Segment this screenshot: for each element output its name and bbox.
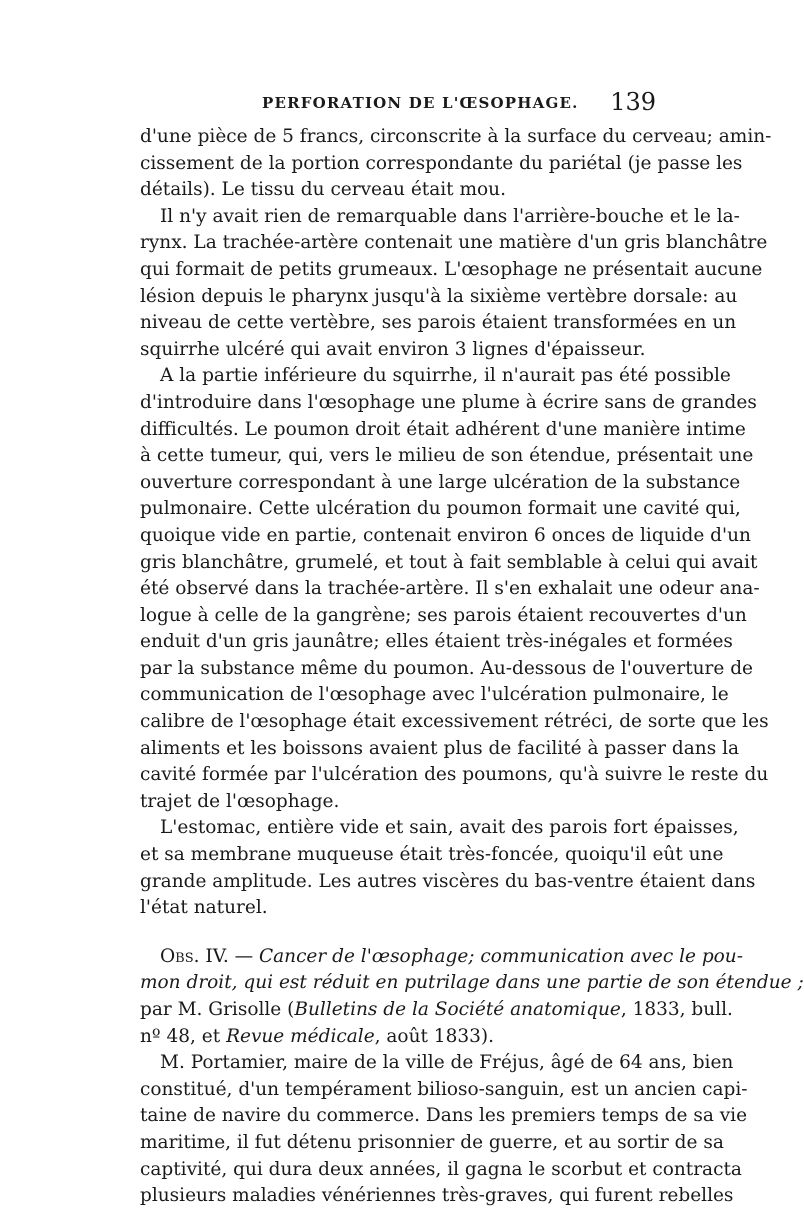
text-line: L'estomac, entière vide et sain, avait des parois fort épaisses, (160, 817, 739, 839)
citation-text: , 1833, bull. (620, 999, 733, 1020)
text-line: enduit d'un gris jaunâtre; elles étaient très-inégales et formées (140, 631, 733, 653)
observation-line-4 (140, 1024, 662, 1051)
observation-label: Obs. IV. (160, 945, 229, 967)
text-line: l'état naturel. (140, 897, 268, 919)
page-header (140, 88, 662, 124)
paragraph-1 (140, 124, 772, 204)
text-line: calibre de l'œsophage était excessivement rétréci, de sorte que les (140, 711, 769, 733)
paragraph-5 (140, 1050, 748, 1210)
text-line: ouverture correspondant à une large ulcération de la substance (140, 471, 741, 493)
text-line: détails). Le tissu du cerveau était mou. (140, 179, 506, 201)
text-line: maritime, il fut détenu prisonnier de guerre, et au sortir de sa (140, 1131, 724, 1153)
paragraph-2 (140, 204, 768, 364)
text-line: qui formait de petits grumeaux. L'œsophage ne présentait aucune (140, 258, 763, 280)
observation-heading (140, 944, 804, 1050)
text-line: cavité formée par l'ulcération des poumons, qu'à suivre le reste du (140, 764, 769, 786)
citation-text: par M. Grisolle ( (140, 999, 295, 1020)
text-line: lésion depuis le pharynx jusqu'à la sixième vertèbre dorsale: au (140, 285, 738, 307)
citation-journal: Revue médicale (226, 1025, 375, 1047)
page-number: 139 (610, 88, 656, 116)
text-line: cissement de la portion correspondante du pariétal (je passe les (140, 152, 743, 174)
text-line: pulmonaire. Cette ulcération du poumon formait une cavité qui, (140, 498, 741, 520)
text-line: aliments et les boissons avaient plus de facilité à passer dans la (140, 737, 740, 759)
observation-dash: — (228, 945, 259, 967)
citation-text: , août 1833). (374, 1025, 494, 1047)
text-line: plusieurs maladies vénériennes très-graves, qui furent rebelles (140, 1185, 734, 1207)
text-line: difficultés. Le poumon droit était adhérent d'une manière intime (140, 418, 746, 440)
text-line: Il n'y avait rien de remarquable dans l'arrière-bouche et le la- (160, 205, 740, 227)
text-line: et sa membrane muqueuse était très-foncée, quoiqu'il eût une (140, 844, 724, 866)
citation-text: nº 48, et (140, 1025, 227, 1047)
paragraph-3 (140, 363, 769, 815)
citation-journal: Bulletins de la Société anatomique (294, 999, 621, 1020)
text-line: gris blanchâtre, grumelé, et tout à fait semblable à celui qui avait (140, 551, 758, 573)
text-line: captivité, qui dura deux années, il gagna le scorbut et contracta (140, 1158, 742, 1180)
text-line: taine de navire du commerce. Dans les premiers temps de sa vie (140, 1105, 748, 1127)
text-line: rynx. La trachée-artère contenait une matière d'un gris blanchâtre (140, 232, 768, 254)
text-line: communication de l'œsophage avec l'ulcération pulmonaire, le (140, 684, 729, 706)
text-line: squirrhe ulcéré qui avait environ 3 lignes d'épaisseur. (140, 338, 646, 360)
text-line: constitué, d'un tempérament bilioso-sanguin, est un ancien capi- (140, 1078, 748, 1100)
text-line: d'une pièce de 5 francs, circonscrite à la surface du cerveau; amin- (140, 126, 772, 147)
text-line: grande amplitude. Les autres viscères du bas-ventre étaient dans (140, 870, 756, 892)
text-line: logue à celle de la gangrène; ses parois étaient recouvertes d'un (140, 604, 747, 626)
observation-line-1 (140, 944, 743, 971)
book-page (140, 88, 804, 1210)
text-line: d'introduire dans l'œsophage une plume à écrire sans de grandes (140, 391, 757, 413)
text-line: quoique vide en partie, contenait environ 6 onces de liquide d'un (140, 524, 751, 546)
text-line: A la partie inférieure du squirrhe, il n'aurait pas été possible (160, 365, 731, 387)
observation-line-2 (140, 970, 804, 997)
observation-line-3 (140, 997, 733, 1024)
running-title: PERFORATION DE L'ŒSOPHAGE. (262, 94, 579, 112)
observation-title: Cancer de l'œsophage; communication avec le pou- (258, 945, 743, 967)
text-line: été observé dans la trachée-artère. Il s'en exhalait une odeur ana- (140, 578, 760, 600)
text-line: à cette tumeur, qui, vers le milieu de son étendue, présentait une (140, 445, 754, 467)
text-line: trajet de l'œsophage. (140, 790, 340, 812)
text-line: M. Portamier, maire de la ville de Fréjus, âgé de 64 ans, bien (160, 1052, 734, 1074)
text-line: niveau de cette vertèbre, ses parois étaient transformées en un (140, 312, 737, 334)
paragraph-4 (140, 815, 756, 921)
text-line: par la substance même du poumon. Au-dessous de l'ouverture de (140, 657, 754, 679)
section-gap (140, 922, 662, 944)
observation-title-cont: mon droit, qui est réduit en putrilage dans une partie de son étendue ; (140, 972, 804, 994)
